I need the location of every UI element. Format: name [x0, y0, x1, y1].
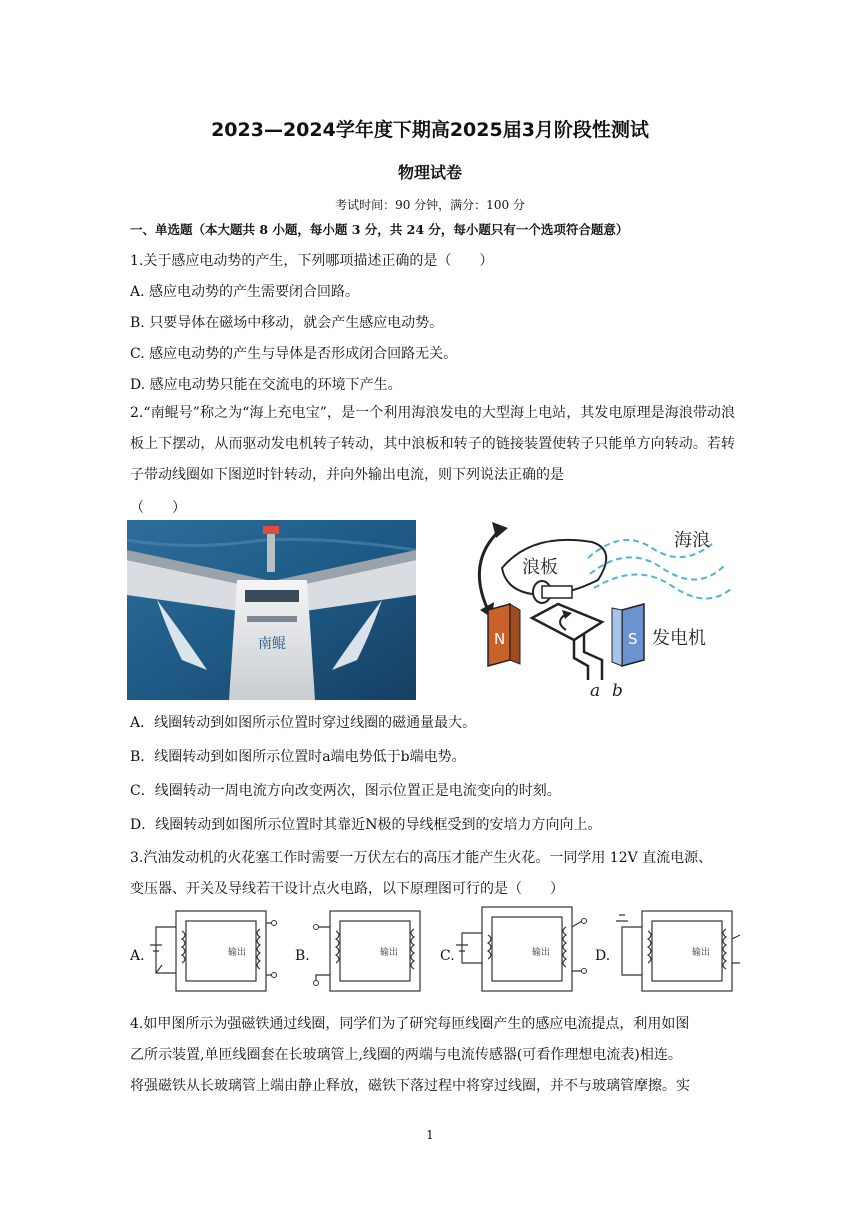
- circuit-a-output-label: 输出: [228, 948, 247, 958]
- question-4-line-1: 4.如甲图所示为强磁铁通过线圈，同学们为了研究每匝线圈产生的感应电流提点，利用如图: [130, 1016, 690, 1032]
- question-1-option-b: B. 只要导体在磁场中移动，就会产生感应电动势。: [130, 315, 444, 331]
- question-1-stem: 1.关于感应电动势的产生，下列哪项描述正确的是（ ）: [130, 253, 494, 269]
- circuit-b-label: B.: [295, 948, 310, 964]
- s-pole-label: S: [628, 630, 638, 648]
- circuit-b-output-label: 输出: [380, 948, 399, 958]
- terminal-b-label: b: [612, 681, 623, 700]
- wave-board-label: 浪板: [522, 557, 558, 578]
- generator-label: 发电机: [652, 628, 706, 649]
- section-heading: 一、单选题（本大题共 8 小题，每小题 3 分，共 24 分，每小题只有一个选项符合题意）: [130, 222, 629, 237]
- question-1-option-c: C. 感应电动势的产生与导体是否形成闭合回路无关。: [130, 346, 458, 362]
- question-2-option-b: B．线圈转动到如图所示位置时a端电势低于b端电势。: [130, 749, 466, 765]
- circuit-c-output-label: 输出: [532, 948, 551, 958]
- circuit-c-label: C.: [440, 948, 455, 964]
- exam-info: 考试时间：90 分钟，满分：100 分: [335, 198, 525, 212]
- generator-diagram: [462, 518, 738, 700]
- question-3-stem-line-2: 变压器、开关及导线若干设计点火电路，以下原理图可行的是（ ）: [130, 881, 564, 897]
- question-4-line-2: 乙所示装置,单匝线圈套在长玻璃管上,线圈的两端与电流传感器(可看作理想电流表)相连。: [130, 1047, 682, 1063]
- page-subtitle: 物理试卷: [397, 163, 462, 182]
- swing-arrow-icon: [479, 530, 500, 610]
- question-2-option-d: D．线圈转动到如图所示位置时其靠近N极的导线框受到的安培力方向向上。: [130, 817, 602, 833]
- page-title: 2023—2024学年度下期高2025届3月阶段性测试: [211, 119, 649, 141]
- circuit-a-label: A.: [130, 948, 145, 964]
- question-4-line-3: 将强磁铁从长玻璃管上端由静止释放，磁铁下落过程中将穿过线圈，并不与玻璃管摩擦。实: [130, 1078, 690, 1094]
- question-1-option-d: D. 感应电动势只能在交流电的环境下产生。: [130, 377, 402, 393]
- question-2-option-a: A．线圈转动到如图所示位置时穿过线圈的磁通量最大。: [130, 715, 477, 731]
- circuit-d-output-label: 输出: [692, 948, 711, 958]
- n-pole-label: N: [494, 630, 506, 648]
- question-3-stem-line-1: 3.汽油发动机的火花塞工作时需要一万伏左右的高压才能产生火花。一同学用 12V 直流电源、: [130, 850, 713, 866]
- transformer-circuits: [130, 905, 740, 1005]
- question-2-paren: （ ）: [130, 500, 186, 516]
- question-2-option-c: C．线圈转动一周电流方向改变两次，图示位置正是电流变向的时刻。: [130, 783, 561, 799]
- ship-photo: [127, 520, 416, 700]
- terminal-a-label: a: [590, 681, 601, 700]
- question-1-option-a: A. 感应电动势的产生需要闭合回路。: [130, 284, 360, 300]
- circuit-d-label: D.: [595, 948, 611, 964]
- question-2-stem: 2.“南鲲号”称之为“海上充电宝”，是一个利用海浪发电的大型海上电站，其发电原理是海浪带动浪板上下摆动，从而驱动发电机转子转动，其中浪板和转子的链接装置使转子只能单方向转动。若转子带动线圈如下图逆时针转动，并向外输出电流，则下列说法正确的是: [130, 405, 735, 483]
- ship-name-text: 南鲲: [258, 636, 286, 652]
- page-number: 1: [426, 1128, 434, 1142]
- wave-label: 海浪: [674, 530, 710, 551]
